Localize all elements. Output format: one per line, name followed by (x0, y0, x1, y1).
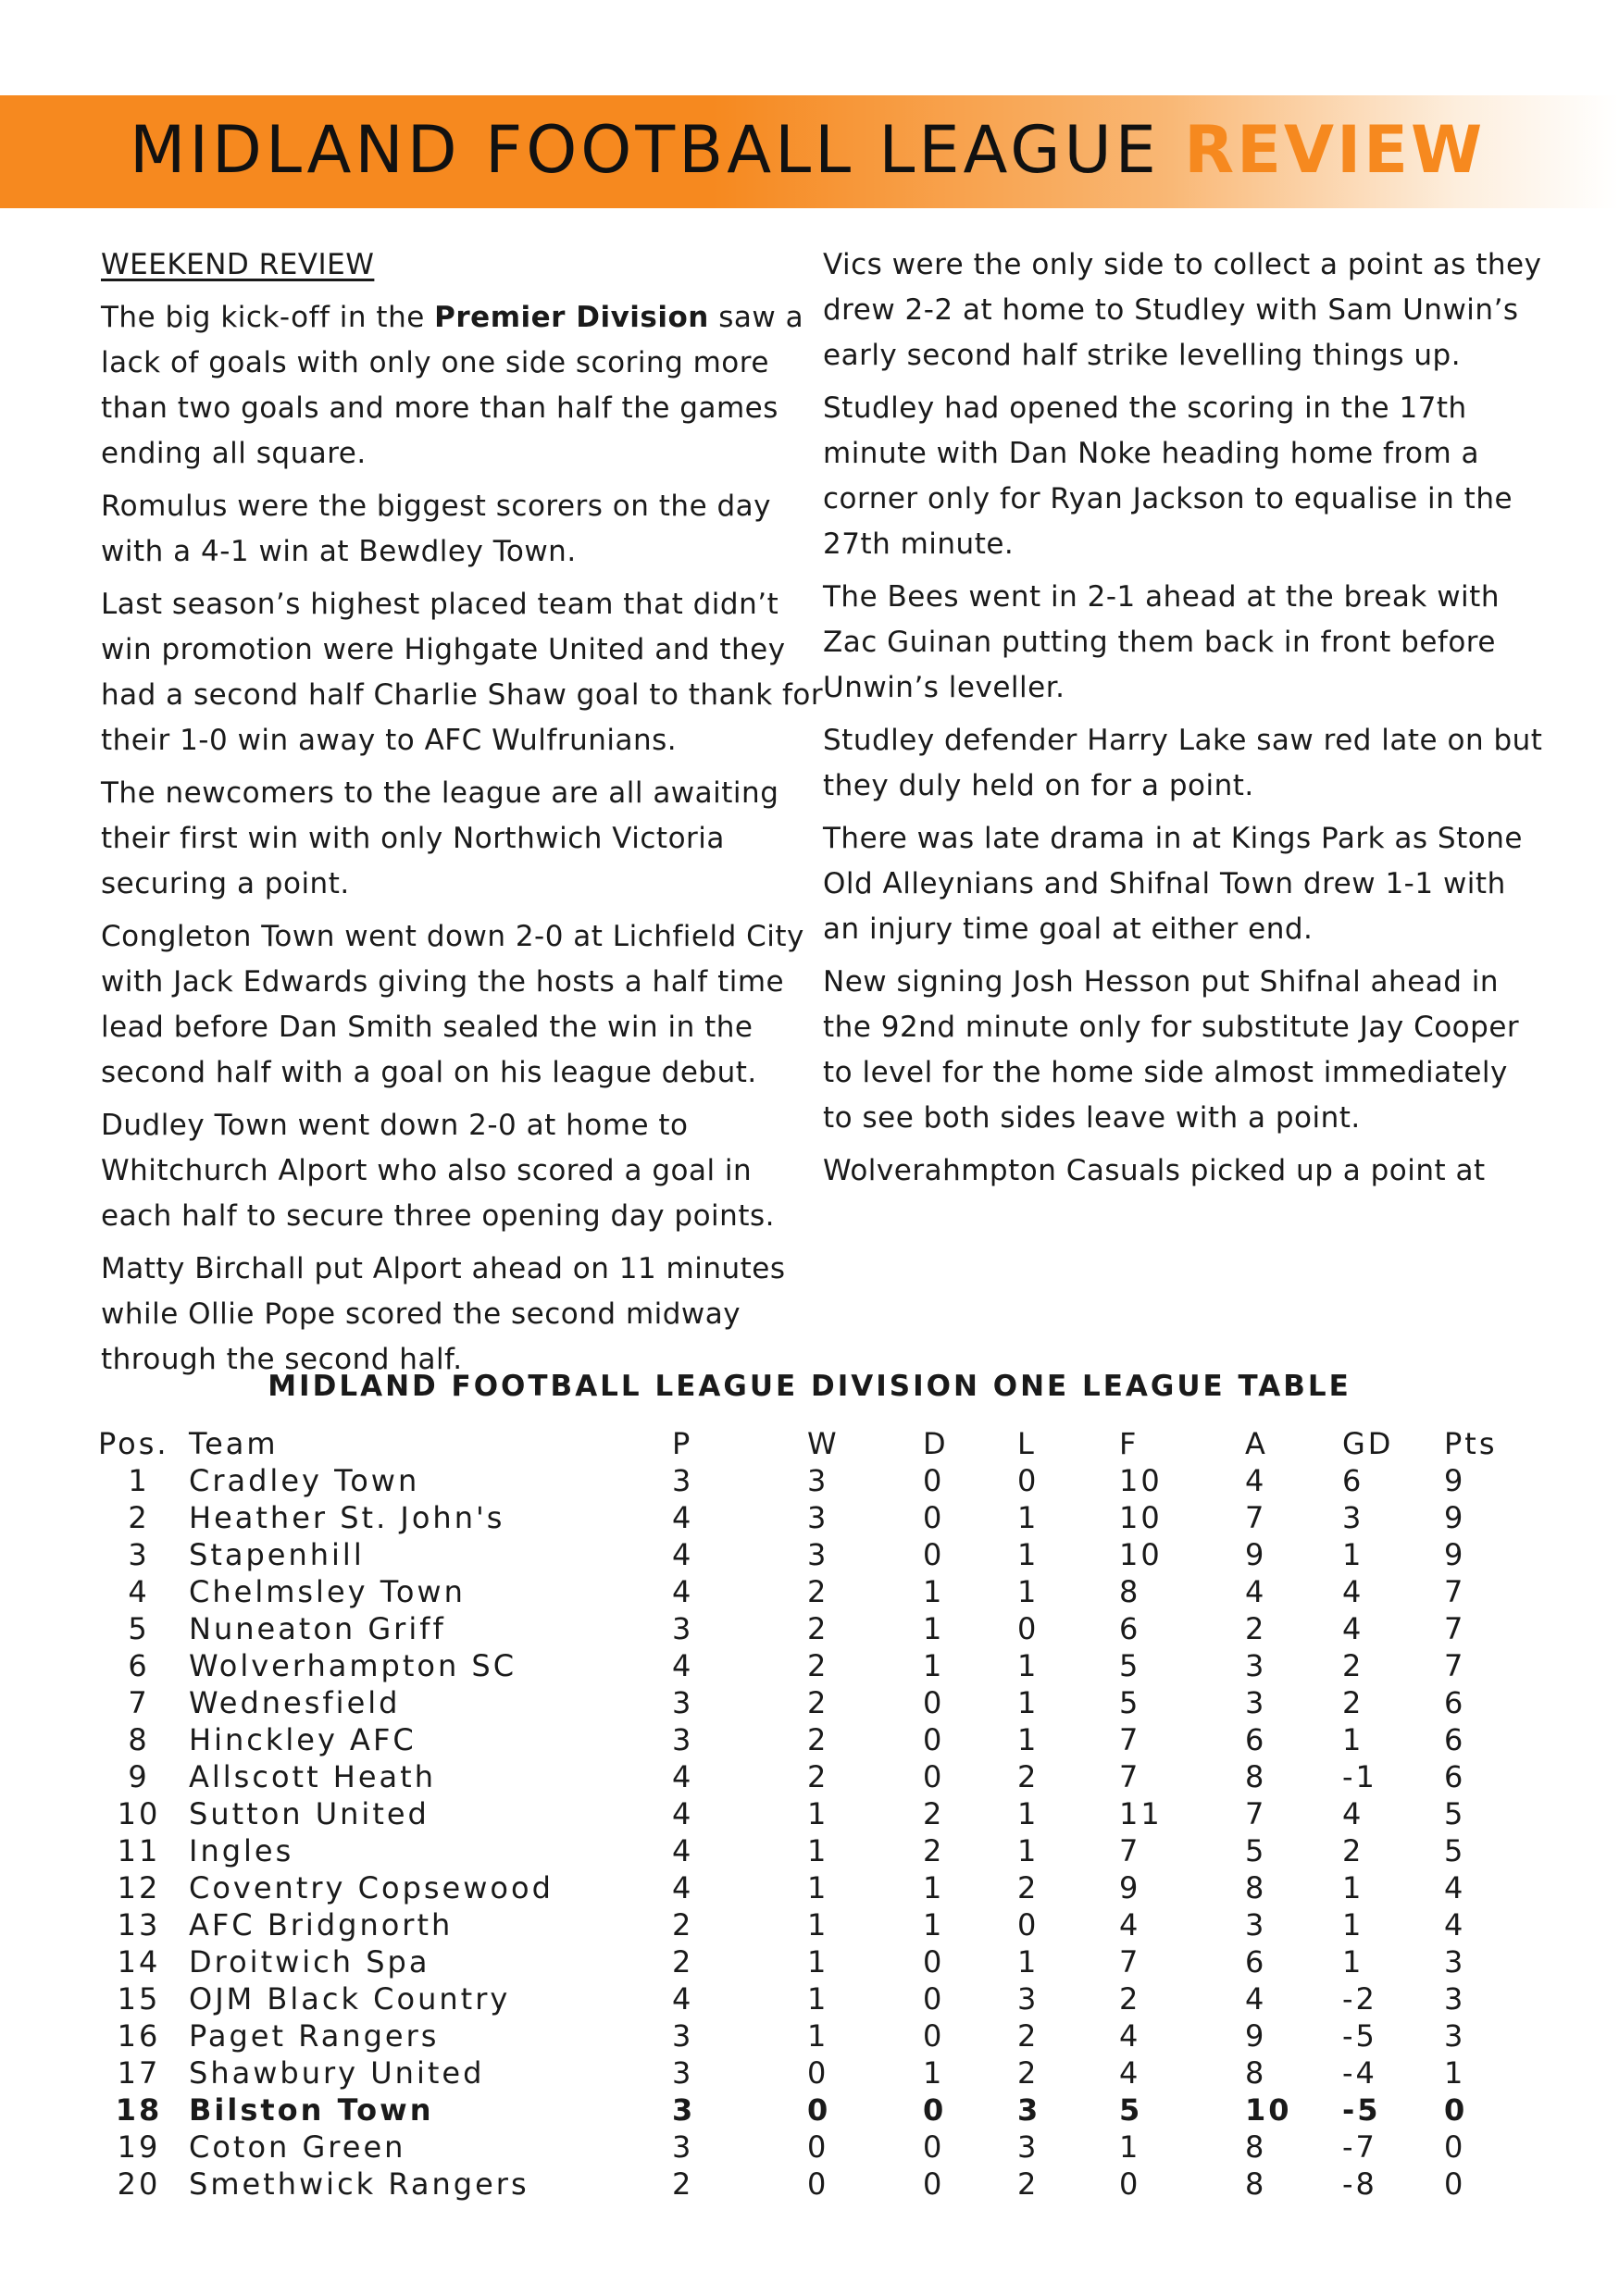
column-header-l: L (1017, 1426, 1037, 1461)
cell-gd: 1 (1342, 1870, 1364, 1905)
cell-f: 2 (1119, 1981, 1141, 2017)
cell-d: 1 (923, 2055, 945, 2091)
article-column-right (823, 242, 1545, 1201)
cell-gd: 2 (1342, 1833, 1364, 1868)
column-header-d: D (923, 1426, 949, 1461)
cell-gd: -1 (1342, 1759, 1377, 1794)
cell-f: 7 (1119, 1759, 1141, 1794)
cell-pts: 9 (1444, 1500, 1466, 1535)
column-header-pos: Pos. (98, 1426, 169, 1461)
cell-d: 0 (923, 1944, 945, 1980)
cell-d: 0 (923, 2092, 947, 2128)
cell-pts: 5 (1444, 1796, 1466, 1831)
table-row (98, 2054, 1509, 2091)
article-paragraph: Studley defender Harry Lake saw red late on but they duly held on for a point. (823, 724, 1543, 802)
table-row (98, 1684, 1509, 1721)
table-row (98, 2166, 1509, 2203)
cell-a: 8 (1245, 2166, 1267, 2202)
cell-w: 1 (807, 2018, 829, 2054)
cell-team: Allscott Heath (189, 1759, 436, 1794)
cell-l: 2 (1017, 2166, 1040, 2202)
cell-pos: 2 (128, 1500, 150, 1535)
cell-p: 2 (672, 2166, 694, 2202)
cell-l: 2 (1017, 1870, 1040, 1905)
article-paragraph: Wolverahmpton Casuals picked up a point at (823, 1154, 1486, 1187)
cell-pts: 0 (1444, 2129, 1466, 2165)
cell-f: 7 (1119, 1944, 1141, 1980)
table-row (98, 1832, 1509, 1869)
article-paragraph: Dudley Town went down 2-0 at home to Whitchurch Alport who also scored a goal in each half to secure three opening day points. (101, 1109, 775, 1233)
cell-p: 4 (672, 1537, 694, 1572)
cell-pts: 6 (1444, 1722, 1466, 1757)
cell-gd: 4 (1342, 1574, 1364, 1609)
cell-d: 2 (923, 1833, 945, 1868)
cell-team: Chelmsley Town (189, 1574, 466, 1609)
cell-pts: 3 (1444, 1944, 1466, 1980)
cell-a: 3 (1245, 1685, 1267, 1720)
cell-gd: 2 (1342, 1685, 1364, 1720)
cell-pos: 15 (117, 1981, 161, 2017)
table-row (98, 1610, 1509, 1647)
cell-a: 7 (1245, 1796, 1267, 1831)
cell-team: Sutton United (189, 1796, 430, 1831)
cell-w: 2 (807, 1611, 829, 1646)
column-header-f: F (1119, 1426, 1140, 1461)
cell-p: 4 (672, 1648, 694, 1683)
cell-p: 4 (672, 1574, 694, 1609)
cell-a: 3 (1245, 1648, 1267, 1683)
cell-gd: 1 (1342, 1722, 1364, 1757)
league-table-title: MIDLAND FOOTBALL LEAGUE DIVISION ONE LEAGUE TABLE (268, 1370, 1351, 1403)
cell-a: 6 (1245, 1722, 1267, 1757)
cell-pos: 19 (117, 2129, 161, 2165)
cell-w: 2 (807, 1648, 829, 1683)
cell-pos: 12 (117, 1870, 161, 1905)
cell-d: 0 (923, 1759, 945, 1794)
cell-f: 5 (1119, 1648, 1141, 1683)
cell-f: 7 (1119, 1722, 1141, 1757)
cell-d: 0 (923, 1981, 945, 2017)
cell-f: 11 (1119, 1796, 1163, 1831)
cell-d: 2 (923, 1796, 945, 1831)
cell-pos: 10 (117, 1796, 161, 1831)
column-header-pts: Pts (1444, 1426, 1498, 1461)
table-row (98, 1573, 1509, 1610)
cell-team: Heather St. John's (189, 1500, 505, 1535)
cell-f: 5 (1119, 2092, 1143, 2128)
cell-p: 3 (672, 1685, 694, 1720)
section-heading: WEEKEND REVIEW (101, 248, 375, 281)
cell-pos: 13 (117, 1907, 161, 1942)
cell-d: 1 (923, 1870, 945, 1905)
article-paragraph (101, 295, 832, 477)
article-paragraph: Studley had opened the scoring in the 17th minute with Dan Noke heading home from a corner only for Ryan Jackson to equalise in the 27th minute. (823, 391, 1513, 561)
table-row (98, 1758, 1509, 1795)
cell-gd: 1 (1342, 1537, 1364, 1572)
cell-a: 3 (1245, 1907, 1267, 1942)
cell-w: 2 (807, 1574, 829, 1609)
cell-w: 2 (807, 1759, 829, 1794)
cell-pos: 16 (117, 2018, 161, 2054)
cell-f: 10 (1119, 1463, 1163, 1498)
article-paragraph: The Bees went in 2-1 ahead at the break with Zac Guinan putting them back in front before Unwin’s leveller. (823, 580, 1500, 704)
table-row (98, 1869, 1509, 1906)
cell-gd: -7 (1342, 2129, 1377, 2165)
cell-l: 2 (1017, 2055, 1040, 2091)
cell-w: 0 (807, 2166, 829, 2202)
cell-l: 1 (1017, 1537, 1040, 1572)
cell-team: Wolverhampton SC (189, 1648, 517, 1683)
article-paragraph: Congleton Town went down 2-0 at Lichfield City with Jack Edwards giving the hosts a half time lead before Dan Smith sealed the win in the second half with a goal on his league debut. (101, 920, 804, 1089)
cell-team: Bilston Town (189, 2092, 434, 2128)
cell-w: 1 (807, 1833, 829, 1868)
cell-l: 3 (1017, 2092, 1041, 2128)
cell-team: OJM Black Country (189, 1981, 511, 2017)
cell-pos: 18 (115, 2092, 163, 2128)
league-table (98, 1425, 1509, 2203)
table-row (98, 1943, 1509, 1980)
cell-p: 4 (672, 1981, 694, 2017)
cell-pts: 5 (1444, 1833, 1466, 1868)
cell-l: 3 (1017, 2129, 1040, 2165)
cell-gd: -2 (1342, 1981, 1377, 2017)
table-row (98, 1462, 1509, 1499)
cell-l: 1 (1017, 1685, 1040, 1720)
cell-pts: 7 (1444, 1648, 1466, 1683)
cell-pts: 3 (1444, 1981, 1466, 2017)
article-paragraph: New signing Josh Hesson put Shifnal ahead in the 92nd minute only for substitute Jay Cooper to level for the home side almost immediately to see both sides leave with a point. (823, 965, 1520, 1135)
cell-d: 0 (923, 2166, 945, 2202)
cell-pts: 4 (1444, 1907, 1466, 1942)
table-row (98, 2128, 1509, 2166)
cell-team: Cradley Town (189, 1463, 420, 1498)
cell-f: 7 (1119, 1833, 1141, 1868)
cell-l: 1 (1017, 1722, 1040, 1757)
page-title (130, 108, 1485, 192)
cell-l: 0 (1017, 1611, 1040, 1646)
cell-l: 1 (1017, 1833, 1040, 1868)
cell-pos: 20 (117, 2166, 161, 2202)
cell-a: 2 (1245, 1611, 1267, 1646)
cell-pos: 7 (128, 1685, 150, 1720)
cell-gd: -4 (1342, 2055, 1377, 2091)
column-header-p: P (672, 1426, 693, 1461)
cell-d: 0 (923, 2129, 945, 2165)
cell-a: 9 (1245, 2018, 1267, 2054)
table-row (98, 2091, 1509, 2128)
cell-d: 1 (923, 1574, 945, 1609)
column-header-a: A (1245, 1426, 1268, 1461)
cell-l: 1 (1017, 1944, 1040, 1980)
cell-a: 5 (1245, 1833, 1267, 1868)
title-main: MIDLAND FOOTBALL LEAGUE (130, 112, 1160, 188)
cell-w: 1 (807, 1907, 829, 1942)
cell-gd: 2 (1342, 1648, 1364, 1683)
cell-f: 4 (1119, 1907, 1141, 1942)
cell-l: 3 (1017, 1981, 1040, 2017)
cell-pts: 3 (1444, 2018, 1466, 2054)
cell-pos: 1 (128, 1463, 150, 1498)
article-column-left (101, 242, 832, 1390)
cell-gd: 1 (1342, 1907, 1364, 1942)
cell-l: 1 (1017, 1648, 1040, 1683)
cell-pos: 5 (128, 1611, 150, 1646)
cell-pts: 9 (1444, 1463, 1466, 1498)
cell-team: Smethwick Rangers (189, 2166, 529, 2202)
cell-d: 1 (923, 1611, 945, 1646)
cell-pos: 14 (117, 1944, 161, 1980)
cell-a: 4 (1245, 1463, 1267, 1498)
cell-gd: 6 (1342, 1463, 1364, 1498)
cell-pts: 7 (1444, 1574, 1466, 1609)
cell-pos: 8 (128, 1722, 150, 1757)
table-row (98, 1499, 1509, 1536)
cell-a: 8 (1245, 1759, 1267, 1794)
cell-l: 2 (1017, 2018, 1040, 2054)
table-row (98, 2017, 1509, 2054)
cell-team: Hinckley AFC (189, 1722, 417, 1757)
cell-team: Stapenhill (189, 1537, 365, 1572)
cell-gd: 4 (1342, 1611, 1364, 1646)
cell-team: Paget Rangers (189, 2018, 440, 2054)
cell-pts: 9 (1444, 1537, 1466, 1572)
cell-p: 2 (672, 1944, 694, 1980)
cell-w: 1 (807, 1796, 829, 1831)
cell-pts: 1 (1444, 2055, 1466, 2091)
cell-team: Shawbury United (189, 2055, 485, 2091)
cell-l: 1 (1017, 1574, 1040, 1609)
cell-w: 0 (807, 2092, 831, 2128)
cell-p: 3 (672, 2092, 696, 2128)
cell-team: Wednesfield (189, 1685, 401, 1720)
cell-gd: -5 (1342, 2018, 1377, 2054)
cell-p: 3 (672, 2129, 694, 2165)
cell-pos: 4 (128, 1574, 150, 1609)
article-paragraph: Romulus were the biggest scorers on the day with a 4-1 win at Bewdley Town. (101, 490, 772, 568)
cell-d: 0 (923, 1722, 945, 1757)
cell-p: 4 (672, 1500, 694, 1535)
cell-team: Nuneaton Griff (189, 1611, 446, 1646)
cell-f: 5 (1119, 1685, 1141, 1720)
cell-gd: -8 (1342, 2166, 1377, 2202)
cell-d: 1 (923, 1907, 945, 1942)
cell-p: 4 (672, 1833, 694, 1868)
cell-p: 3 (672, 1611, 694, 1646)
article-paragraph: Last season’s highest placed team that didn’t win promotion were Highgate United and they had a second half Charlie Shaw goal to thank for their 1-0 win away to AFC Wulfrunians. (101, 588, 824, 757)
cell-f: 4 (1119, 2055, 1141, 2091)
cell-w: 1 (807, 1870, 829, 1905)
cell-d: 0 (923, 1537, 945, 1572)
cell-gd: 1 (1342, 1944, 1364, 1980)
column-header-team: Team (189, 1426, 279, 1461)
cell-p: 2 (672, 1907, 694, 1942)
cell-f: 4 (1119, 2018, 1141, 2054)
cell-d: 0 (923, 1463, 945, 1498)
cell-p: 4 (672, 1870, 694, 1905)
cell-p: 4 (672, 1759, 694, 1794)
cell-a: 7 (1245, 1500, 1267, 1535)
table-row (98, 1906, 1509, 1943)
emphasis-text: Premier Division (434, 301, 709, 334)
cell-w: 2 (807, 1722, 829, 1757)
cell-d: 0 (923, 1500, 945, 1535)
table-row (98, 1647, 1509, 1684)
cell-f: 8 (1119, 1574, 1141, 1609)
cell-pos: 9 (128, 1759, 150, 1794)
cell-f: 10 (1119, 1500, 1163, 1535)
cell-f: 0 (1119, 2166, 1141, 2202)
cell-l: 1 (1017, 1796, 1040, 1831)
cell-team: Coton Green (189, 2129, 406, 2165)
cell-team: Ingles (189, 1833, 294, 1868)
cell-w: 1 (807, 1981, 829, 2017)
cell-pts: 0 (1444, 2166, 1466, 2202)
header-banner (0, 95, 1619, 208)
cell-p: 4 (672, 1796, 694, 1831)
cell-l: 1 (1017, 1500, 1040, 1535)
table-header-row (98, 1425, 1509, 1462)
cell-w: 3 (807, 1463, 829, 1498)
cell-pts: 6 (1444, 1685, 1466, 1720)
cell-pts: 6 (1444, 1759, 1466, 1794)
article-paragraph: Matty Birchall put Alport ahead on 11 minutes while Ollie Pope scored the second midway through the second half. (101, 1252, 786, 1376)
cell-l: 0 (1017, 1463, 1040, 1498)
cell-team: Coventry Copsewood (189, 1870, 554, 1905)
cell-l: 0 (1017, 1907, 1040, 1942)
cell-a: 4 (1245, 1574, 1267, 1609)
cell-w: 2 (807, 1685, 829, 1720)
article-paragraph: The newcomers to the league are all awaiting their first win with only Northwich Victoria securing a point. (101, 776, 779, 900)
cell-f: 1 (1119, 2129, 1141, 2165)
cell-a: 8 (1245, 1870, 1267, 1905)
cell-f: 9 (1119, 1870, 1141, 1905)
cell-w: 3 (807, 1537, 829, 1572)
paragraph-text: saw a lack of goals with only one side scoring more than two goals and more than half the games ending all square. (101, 301, 804, 470)
cell-team: AFC Bridgnorth (189, 1907, 454, 1942)
cell-pts: 7 (1444, 1611, 1466, 1646)
cell-a: 6 (1245, 1944, 1267, 1980)
cell-d: 0 (923, 2018, 945, 2054)
table-row (98, 1795, 1509, 1832)
cell-w: 0 (807, 2129, 829, 2165)
cell-gd: 4 (1342, 1796, 1364, 1831)
paragraph-text: The big kick-off in the (101, 301, 435, 334)
cell-a: 9 (1245, 1537, 1267, 1572)
cell-w: 1 (807, 1944, 829, 1980)
cell-p: 3 (672, 1722, 694, 1757)
cell-a: 8 (1245, 2055, 1267, 2091)
cell-a: 4 (1245, 1981, 1267, 2017)
cell-a: 10 (1245, 2092, 1292, 2128)
cell-pos: 17 (117, 2055, 161, 2091)
cell-w: 3 (807, 1500, 829, 1535)
table-row (98, 1980, 1509, 2017)
cell-f: 6 (1119, 1611, 1141, 1646)
cell-p: 3 (672, 2055, 694, 2091)
table-body (98, 1462, 1509, 2203)
cell-d: 1 (923, 1648, 945, 1683)
table-row (98, 1536, 1509, 1573)
cell-a: 8 (1245, 2129, 1267, 2165)
cell-pos: 11 (117, 1833, 161, 1868)
cell-pos: 6 (128, 1648, 150, 1683)
cell-pos: 3 (128, 1537, 150, 1572)
cell-gd: 3 (1342, 1500, 1364, 1535)
cell-p: 3 (672, 2018, 694, 2054)
cell-f: 10 (1119, 1537, 1163, 1572)
cell-l: 2 (1017, 1759, 1040, 1794)
title-accent: REVIEW (1184, 112, 1486, 188)
cell-w: 0 (807, 2055, 829, 2091)
cell-gd: -5 (1342, 2092, 1381, 2128)
cell-pts: 4 (1444, 1870, 1466, 1905)
article-paragraph: Vics were the only side to collect a point as they drew 2-2 at home to Studley with Sam Unwin’s early second half strike levelling things up. (823, 248, 1542, 372)
table-row (98, 1721, 1509, 1758)
cell-d: 0 (923, 1685, 945, 1720)
article-paragraph: There was late drama in at Kings Park as Stone Old Alleynians and Shifnal Town drew 1-1 with an injury time goal at either end. (823, 822, 1523, 946)
column-header-gd: GD (1342, 1426, 1394, 1461)
cell-p: 3 (672, 1463, 694, 1498)
column-header-w: W (807, 1426, 840, 1461)
cell-pts: 0 (1444, 2092, 1468, 2128)
cell-team: Droitwich Spa (189, 1944, 430, 1980)
